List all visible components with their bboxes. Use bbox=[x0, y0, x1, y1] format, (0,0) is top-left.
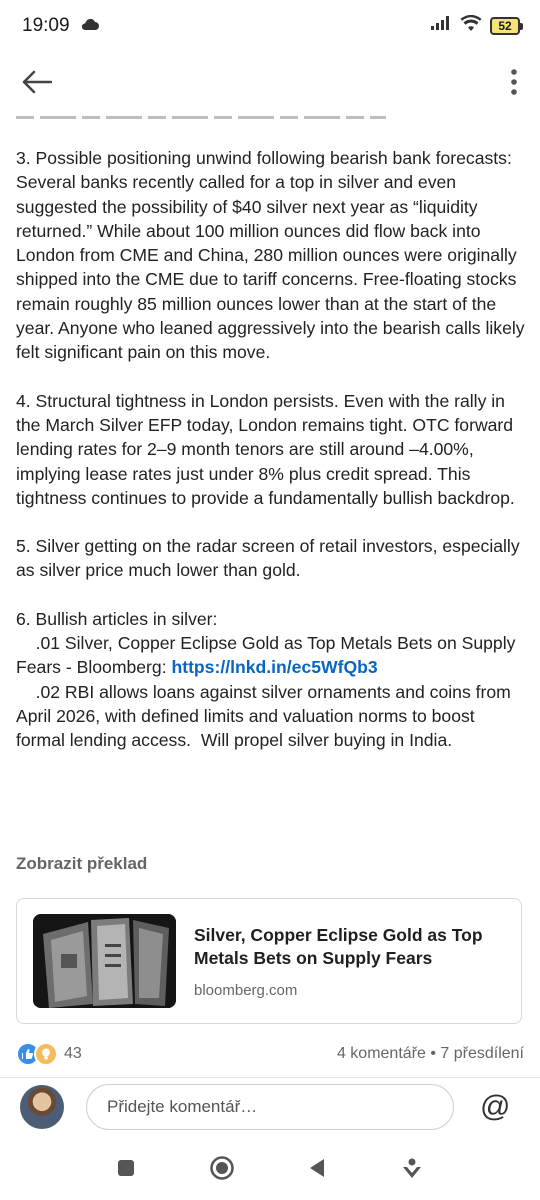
reposts-count[interactable]: 7 přesdílení bbox=[440, 1045, 524, 1062]
wifi-icon bbox=[460, 15, 482, 38]
separator-dot: • bbox=[425, 1045, 441, 1062]
comment-input[interactable] bbox=[86, 1084, 454, 1130]
reaction-count: 43 bbox=[64, 1045, 82, 1062]
cut-off-text-line bbox=[16, 112, 386, 120]
status-left bbox=[22, 15, 100, 37]
paragraph-6-heading: 6. Bullish articles in silver: bbox=[16, 608, 218, 629]
show-translation-button[interactable]: Zobrazit překlad bbox=[16, 854, 148, 873]
comment-row bbox=[20, 1083, 524, 1131]
article-thumbnail bbox=[33, 914, 176, 1008]
comments-count[interactable]: 4 komentáře bbox=[336, 1045, 426, 1062]
post-body bbox=[16, 146, 526, 777]
paragraph-6-item-1: .01 Silver, Copper Eclipse Gold as Top Metals Bets on Supply Fears - Bloomberg: bbox=[16, 633, 521, 678]
battery-icon bbox=[490, 17, 520, 35]
article-link[interactable]: https://lnkd.in/ec5WfQb3 bbox=[171, 657, 378, 678]
link-preview-card[interactable] bbox=[16, 898, 522, 1024]
app-bar bbox=[0, 52, 540, 116]
recent-apps-button[interactable] bbox=[116, 1158, 136, 1183]
status-time: 19:09 bbox=[22, 15, 70, 36]
post-paragraph-3: 3. Possible positioning unwind following bearish bank forecasts: Several banks recently called for a top in silver and even suggested the possibility of $40 silver next year as “liquidity returned.” While about 100 million ounces did flow back into London from CME and China, 280 million ounces were originally shipped into the CME due to tariff concerns. Free-floating stocks remain roughly 85 million ounces lower than at the start of the year. Anyone who leaned aggressively into the bearish calls likely felt significant pain on this move. bbox=[16, 148, 525, 363]
more-options-button[interactable] bbox=[510, 68, 518, 101]
status-bar bbox=[0, 0, 540, 52]
cloud-icon bbox=[80, 15, 100, 37]
link-card-domain: bloomberg.com bbox=[194, 981, 298, 999]
home-button[interactable] bbox=[209, 1155, 235, 1186]
assistant-button[interactable] bbox=[400, 1156, 424, 1185]
divider bbox=[0, 1077, 540, 1078]
status-right bbox=[430, 15, 520, 38]
mention-button[interactable]: @ bbox=[480, 1090, 511, 1123]
reaction-icons bbox=[16, 1042, 58, 1066]
back-button[interactable] bbox=[22, 70, 52, 99]
paragraph-6-item-2: .02 RBI allows loans against silver ornaments and coins from April 2026, with defined limits and valuation norms to boost formal lending access. Will propel silver buying in India. bbox=[16, 681, 515, 751]
more-vertical-icon bbox=[510, 68, 518, 101]
post-paragraph-6 bbox=[16, 607, 526, 753]
back-nav-button[interactable] bbox=[307, 1157, 327, 1184]
signal-icon bbox=[430, 15, 452, 37]
post-paragraph-5: 5. Silver getting on the radar screen of retail investors, especially as silver price much lower than gold. bbox=[16, 536, 520, 581]
comments-reposts[interactable] bbox=[337, 1045, 524, 1063]
link-card-text bbox=[194, 924, 505, 999]
reactions-summary[interactable] bbox=[16, 1042, 82, 1066]
back-arrow-icon bbox=[22, 70, 52, 99]
system-nav-bar bbox=[0, 1140, 540, 1200]
post-paragraph-4: 4. Structural tightness in London persists. Even with the rally in the March Silver EFP today, London remains tight. OTC forward lending rates for 2–9 month tenors are still around –4.00%, implying lease rates just under 8% plus credit spread. This tightness continues to provide a fundamentally bullish backdrop. bbox=[16, 390, 515, 508]
link-card-title: Silver, Copper Eclipse Gold as Top Metals Bets on Supply Fears bbox=[194, 924, 483, 968]
battery-level: 52 bbox=[498, 19, 512, 33]
social-counts bbox=[16, 1040, 524, 1068]
user-avatar[interactable] bbox=[20, 1085, 64, 1129]
insightful-reaction-icon bbox=[34, 1042, 58, 1066]
